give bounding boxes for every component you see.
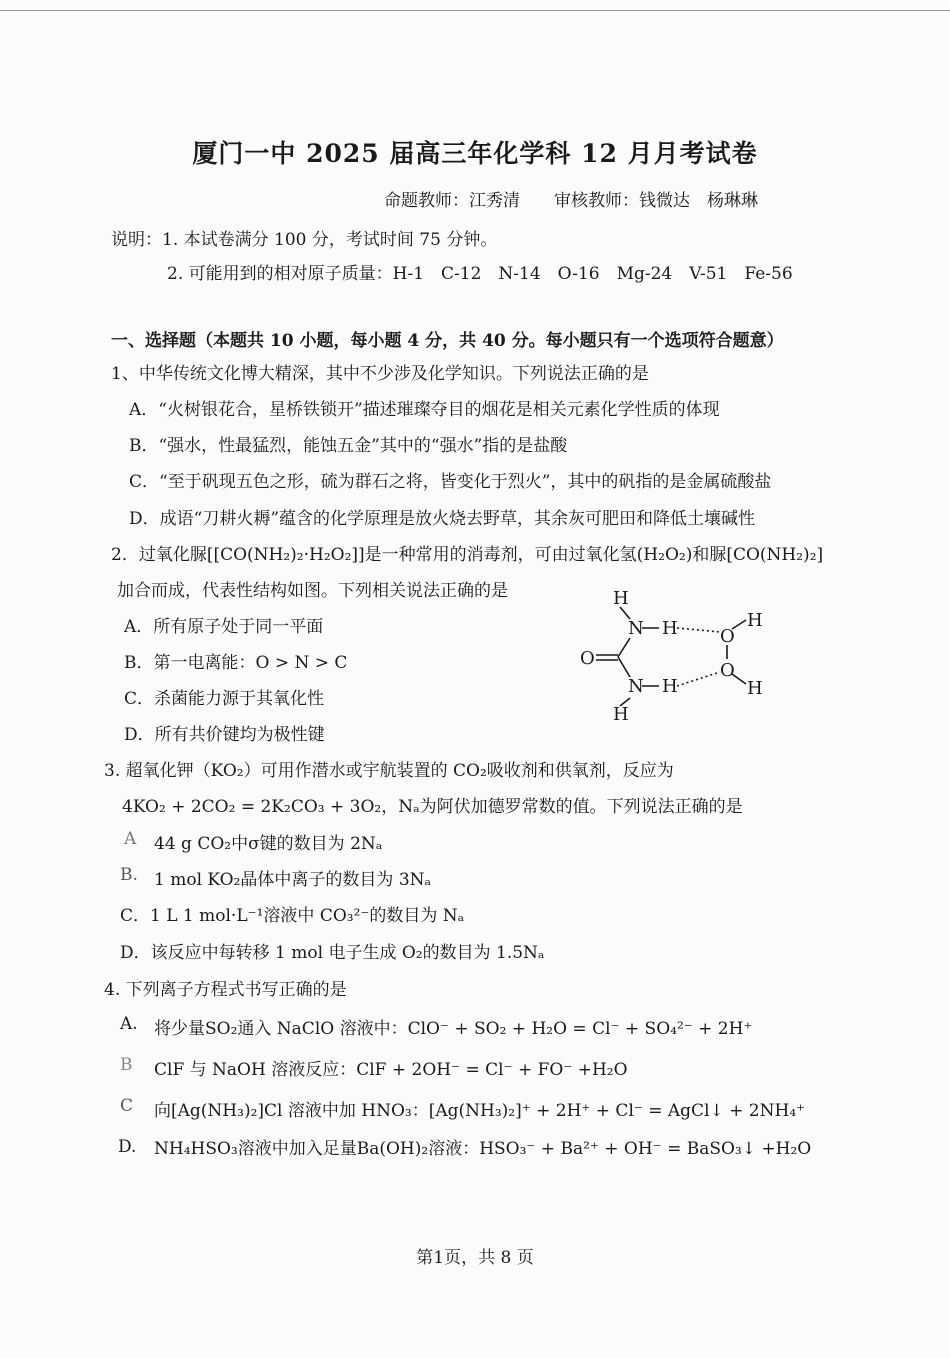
q4-option-c-mark: C	[120, 1096, 134, 1116]
bond-o-h-upper	[732, 620, 746, 629]
atom-o-carbonyl: O	[580, 648, 595, 669]
section-heading: 一、选择题（本题共 10 小题，每小题 4 分，共 40 分。每小题只有一个选项符合题意）	[111, 331, 784, 351]
q4-option-c: 向[Ag(NH₃)₂]Cl 溶液中加 HNO₃：[Ag(NH₃)₂]⁺ + 2H⁺ + Cl⁻ = AgCl↓ + 2NH₄⁺	[154, 1101, 806, 1121]
q2-option-a: A．所有原子处于同一平面	[124, 617, 324, 637]
q3-option-b: 1 mol KO₂晶体中离子的数目为 3Nₐ	[154, 870, 432, 890]
atom-h-top: H	[613, 588, 629, 609]
q1-option-d: D．成语“刀耕火耨”蕴含的化学原理是放火烧去野草，其余灰可肥田和降低土壤碱性	[129, 509, 756, 529]
q2-stem-line-1: 2．过氧化脲[[CO(NH₂)₂·H₂O₂]]是一种常用的消毒剂，可由过氧化氢(H₂O₂)和脲[CO(NH₂)₂]	[111, 545, 824, 565]
reviewer-label: 审核教师：钱微达 杨琳琳	[554, 191, 758, 211]
q3-option-a: 44 g CO₂中σ键的数目为 2Nₐ	[154, 834, 383, 854]
bond-c-n-bottom	[618, 657, 630, 677]
atom-o-upper: O	[720, 626, 735, 647]
q3-stem-line-2: 4KO₂ + 2CO₂ = 2K₂CO₃ + 3O₂，Nₐ为阿伏加德罗常数的值。下列说法正确的是	[122, 797, 743, 817]
atom-o-lower: O	[720, 660, 735, 681]
q4-option-d: NH₄HSO₃溶液中加入足量Ba(OH)₂溶液：HSO₃⁻ + Ba²⁺ + OH⁻ = BaSO₃↓ +H₂O	[154, 1139, 812, 1159]
bond-c-n-top	[618, 638, 630, 657]
atom-n-top: N	[628, 618, 644, 639]
q3-option-c: C．1 L 1 mol·L⁻¹溶液中 CO₃²⁻的数目为 Nₐ	[120, 906, 465, 926]
atom-n-bottom: N	[628, 676, 644, 697]
atom-h-lower-right: H	[747, 678, 763, 699]
author-line	[384, 186, 758, 211]
atom-h-bottom: H	[613, 704, 629, 725]
q1-stem: 1、中华传统文化博大精深，其中不少涉及化学知识。下列说法正确的是	[111, 364, 649, 384]
q4-stem: 4. 下列离子方程式书写正确的是	[104, 980, 347, 1000]
q1-option-c: C．“至于矾现五色之形，硫为群石之将，皆变化于烈火”，其中的矾指的是金属硫酸盐	[129, 472, 772, 492]
note-line-1: 说明：1. 本试卷满分 100 分，考试时间 75 分钟。	[111, 230, 498, 250]
atom-h-bridge-top: H	[662, 618, 678, 639]
q2-option-b: B．第一电离能：O > N > C	[124, 653, 348, 673]
q2-option-c: C．杀菌能力源于其氧化性	[124, 689, 325, 709]
q4-option-b-mark: B	[120, 1055, 133, 1075]
page-footer: 第1页，共 8 页	[416, 1248, 534, 1268]
note-line-2: 2. 可能用到的相对原子质量：H-1 C-12 N-14 O-16 Mg-24 V-51 Fe-56	[167, 264, 793, 284]
q3-option-d: D．该反应中每转移 1 mol 电子生成 O₂的数目为 1.5Nₐ	[120, 943, 545, 963]
hbond-top	[677, 628, 720, 632]
exam-title: 厦门一中 2025 届高三年化学科 12 月月考试卷	[192, 139, 758, 168]
atom-h-upper-right: H	[747, 610, 763, 631]
q2-option-d: D．所有共价键均为极性键	[124, 725, 325, 745]
q4-option-b: ClF 与 NaOH 溶液反应：ClF + 2OH⁻ = Cl⁻ + FO⁻ +H₂O	[154, 1060, 628, 1080]
urea-peroxide-structure	[570, 582, 780, 732]
top-rule	[0, 10, 950, 11]
q1-option-a: A．“火树银花合，星桥铁锁开”描述璀璨夺目的烟花是相关元素化学性质的体现	[129, 400, 720, 420]
q3-stem-line-1: 3. 超氧化钾（KO₂）可用作潜水或宇航装置的 CO₂吸收剂和供氧剂，反应为	[104, 761, 674, 781]
q4-option-a-mark: A.	[120, 1014, 138, 1034]
q2-stem-line-2: 加合而成，代表性结构如图。下列相关说法正确的是	[117, 581, 508, 601]
author-label: 命题教师：江秀清	[384, 191, 520, 211]
q3-option-b-mark: B.	[120, 865, 138, 885]
q1-option-b: B．“强水，性最猛烈，能蚀五金”其中的“强水”指的是盐酸	[129, 436, 568, 456]
q4-option-d-mark: D.	[118, 1137, 137, 1157]
q3-option-a-mark: A	[124, 829, 137, 849]
atom-h-bridge-bottom: H	[662, 676, 678, 697]
hbond-bottom	[677, 672, 720, 686]
q4-option-a: 将少量SO₂通入 NaClO 溶液中：ClO⁻ + SO₂ + H₂O = Cl⁻ + SO₄²⁻ + 2H⁺	[154, 1019, 753, 1039]
